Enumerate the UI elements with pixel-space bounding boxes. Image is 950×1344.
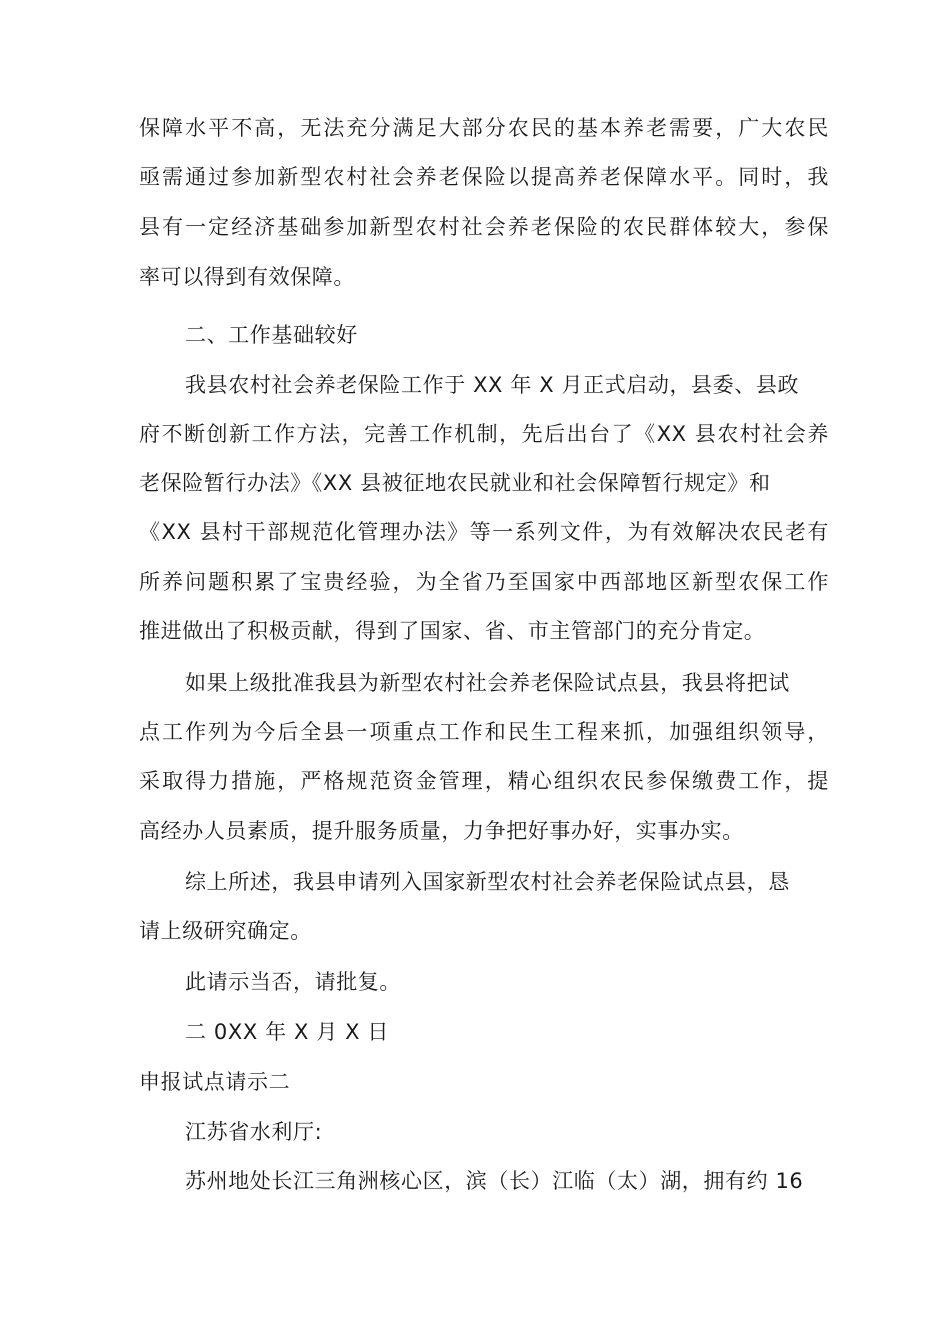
paragraph-line: 请上级研究确定。: [139, 919, 312, 943]
recipient-line: 江苏省水利厅:: [185, 1120, 323, 1144]
paragraph-line: 率可以得到有效保障。: [139, 265, 355, 289]
paragraph-line: 所养问题积累了宝贵经验，为全省乃至国家中西部地区新型农保工作: [139, 570, 829, 594]
paragraph-line: 县有一定经济基础参加新型农村社会养老保险的农民群体较大，参保: [139, 215, 829, 239]
section-heading: 二、工作基础较好: [185, 323, 358, 347]
document-title: 申报试点请示二: [139, 1070, 291, 1094]
paragraph-line: 高经办人员素质，提升服务质量，力争把好事办好，实事办实。: [139, 819, 744, 843]
paragraph-line: 我县农村社会养老保险工作于 XX 年 X 月正式启动，县委、县政: [185, 373, 800, 397]
paragraph-line: 苏州地处长江三角洲核心区，滨（长）江临（太）湖，拥有约 16: [185, 1169, 804, 1193]
document-date: 二 0XX 年 X 月 X 日: [185, 1020, 389, 1044]
paragraph-line: 点工作列为今后全县一项重点工作和民生工程来抓，加强组织领导，: [139, 720, 829, 744]
paragraph-line: 如果上级批准我县为新型农村社会养老保险试点县，我县将把试: [185, 671, 790, 695]
paragraph-line: 保障水平不高，无法充分满足大部分农民的基本养老需要，广大农民: [139, 116, 829, 140]
paragraph-line: 采取得力措施，严格规范资金管理，精心组织农民参保缴费工作，提: [139, 769, 829, 793]
paragraph-line: 老保险暂行办法》《XX 县被征地农民就业和社会保障暂行规定》和: [139, 471, 771, 495]
paragraph-line: 综上所述，我县申请列入国家新型农村社会养老保险试点县，恳: [185, 870, 790, 894]
paragraph-line: 亟需通过参加新型农村社会养老保险以提高养老保障水平。同时，我: [139, 165, 829, 189]
closing-request: 此请示当否，请批复。: [185, 970, 401, 994]
paragraph-line: 《XX 县村干部规范化管理办法》等一系列文件，为有效解决农民老有: [139, 520, 829, 544]
paragraph-line: 推进做出了积极贡献，得到了国家、省、市主管部门的充分肯定。: [139, 619, 766, 643]
paragraph-line: 府不断创新工作方法，完善工作机制，先后出台了《XX 县农村社会养: [139, 422, 829, 446]
